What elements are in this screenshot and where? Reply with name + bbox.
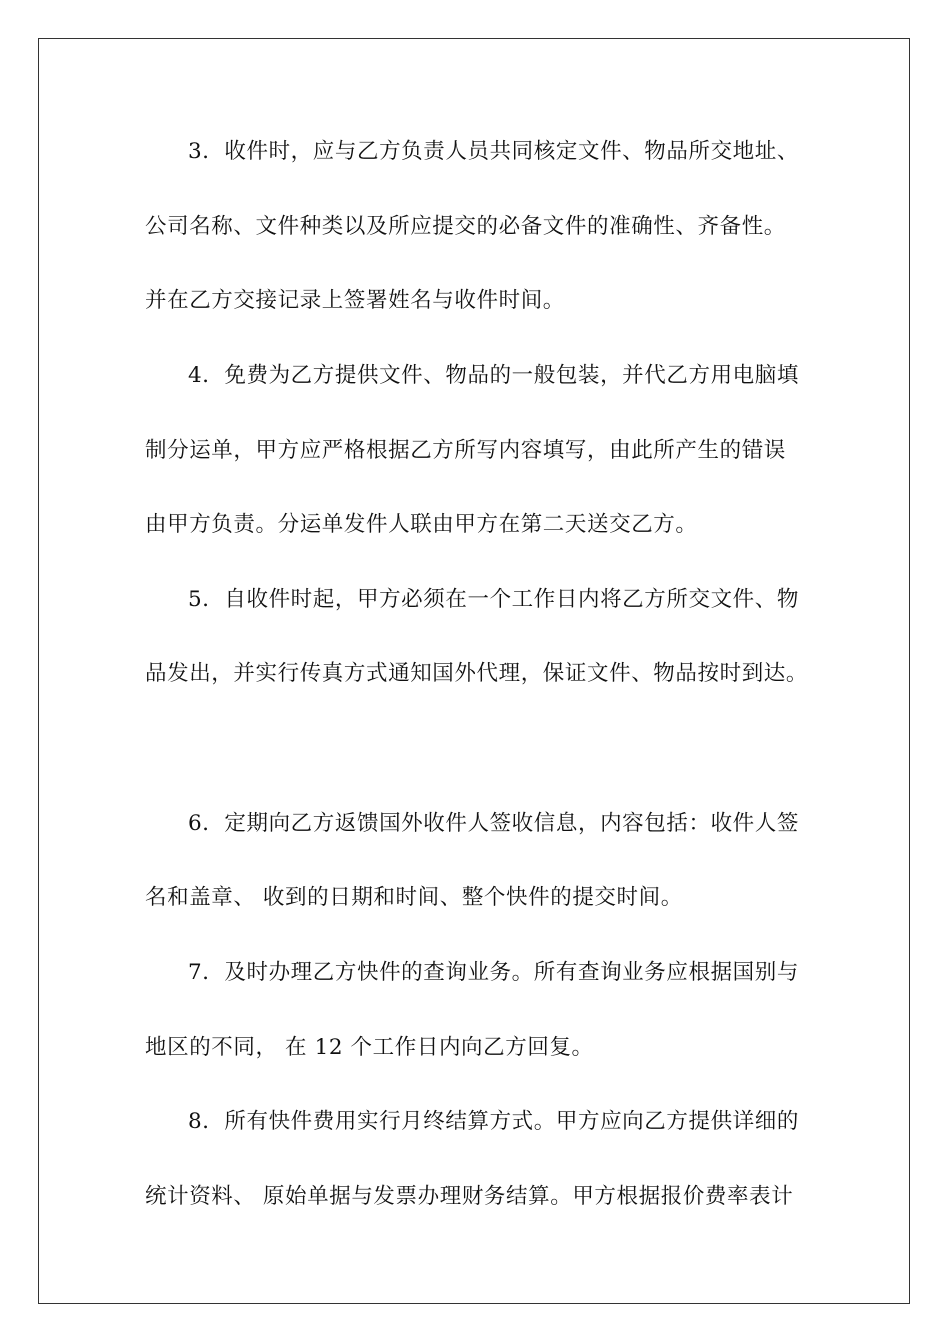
clause-7-line-1: 7．及时办理乙方快件的查询业务。所有查询业务应根据国别与	[188, 960, 799, 985]
clause-3-line-1: 3．收件时，应与乙方负责人员共同核定文件、物品所交地址、	[188, 139, 799, 164]
clause-4-line-2: 制分运单，甲方应严格根据乙方所写内容填写，由此所产生的错误	[145, 438, 786, 463]
clause-8-line-2: 统计资料、 原始单据与发票办理财务结算。甲方根据报价费率表计	[145, 1184, 794, 1209]
clause-8-line-1: 8．所有快件费用实行月终结算方式。甲方应向乙方提供详细的	[188, 1109, 799, 1134]
clause-4-line-1: 4．免费为乙方提供文件、物品的一般包装，并代乙方用电脑填	[188, 363, 799, 388]
clause-5-line-1: 5．自收件时起，甲方必须在一个工作日内将乙方所交文件、物	[188, 587, 799, 612]
clause-6-line-2: 名和盖章、 收到的日期和时间、整个快件的提交时间。	[145, 885, 683, 910]
clause-3-line-3: 并在乙方交接记录上签署姓名与收件时间。	[145, 288, 565, 313]
clause-6-line-1: 6．定期向乙方返馈国外收件人签收信息，内容包括：收件人签	[188, 811, 799, 836]
clause-3-line-2: 公司名称、文件种类以及所应提交的必备文件的准确性、齐备性。	[145, 214, 786, 239]
clause-4-line-3: 由甲方负责。分运单发件人联由甲方在第二天送交乙方。	[145, 512, 698, 537]
clause-7-line-2: 地区的不同， 在 12 个工作日内向乙方回复。	[145, 1035, 594, 1060]
clause-5-line-2: 品发出，并实行传真方式通知国外代理，保证文件、物品按时到达。	[145, 661, 809, 686]
